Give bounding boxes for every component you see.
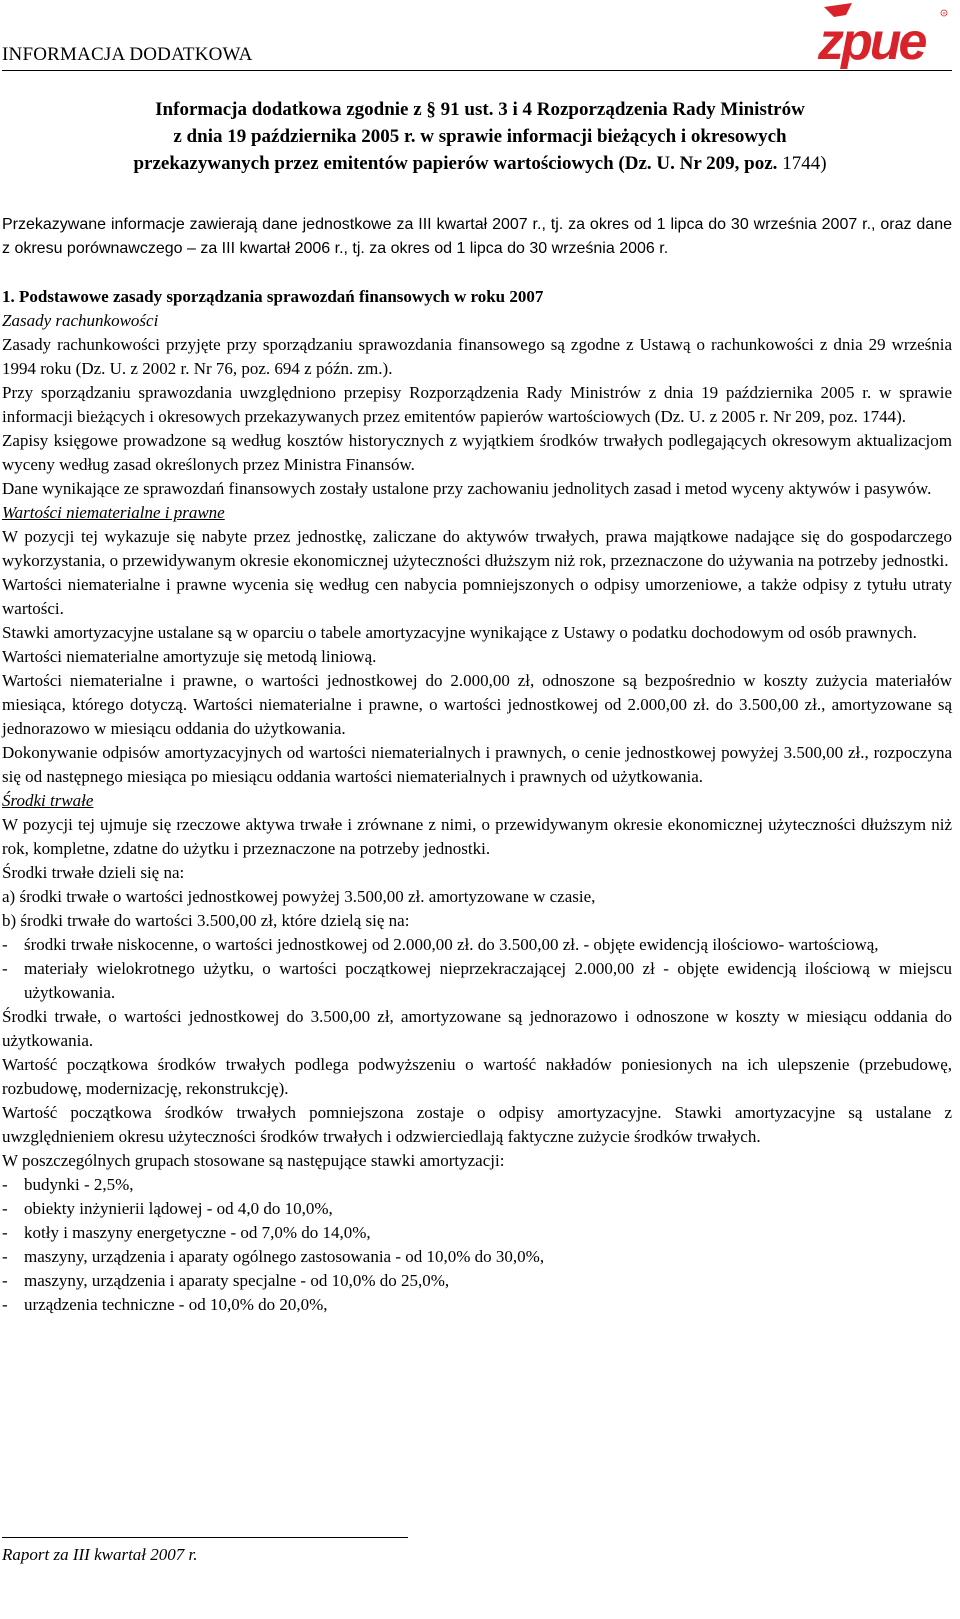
paragraph: Wartości niematerialne i prawne, o wartości jednostkowej do 2.000,00 zł, odnoszone są bezpośrednio w koszty zużycia materiałów miesiąca, którego dotyczą. Wartości niematerialne i prawne, o wartości jednostkowej od 2.000,00 zł. do 3.500,00 zł., amortyzowane są jednorazowo w miesiącu oddania do użytkowania. [2, 671, 952, 738]
list-item: - środki trwałe niskocenne, o wartości jednostkowej od 2.000,00 zł. do 3.500,00 zł. - objęte ewidencją ilościowo- wartościową, [2, 935, 879, 954]
footer-report-label: Raport za III kwartał 2007 r. [2, 1545, 198, 1564]
paragraph: Przy sporządzaniu sprawozdania uwzględniono przepisy Rozporządzenia Rady Ministrów z dnia 19 października 2005 r. w sprawie informacji bieżących i okresowych przekazywanych przez emitentów papierów wartościowych (Dz. U. z 2005 r. Nr 209, poz. 1744). [2, 383, 952, 426]
footer-rule [2, 1537, 408, 1538]
document-body [2, 213, 952, 1317]
paragraph: Dane wynikające ze sprawozdań finansowych zostały ustalone przy zachowaniu jednolitych zasad i metod wyceny aktywów i pasywów. [2, 479, 932, 498]
intangibles-heading: Wartości niematerialne i prawne [2, 503, 225, 522]
header-rule [2, 70, 952, 71]
paragraph: Stawki amortyzacyjne ustalane są w oparciu o tabele amortyzacyjne wynikające z Ustawy o podatku dochodowym od osób prawnych. [2, 623, 917, 642]
list-item: b) środki trwałe do wartości 3.500,00 zł, które dzielą się na: [2, 911, 410, 930]
paragraph: W poszczególnych grupach stosowane są następujące stawki amortyzacji: [2, 1151, 505, 1170]
accounting-principles-heading: Zasady rachunkowości [2, 311, 159, 330]
logo-wordmark: zpue [818, 13, 925, 69]
list-item: - budynki - 2,5%, [2, 1175, 134, 1194]
paragraph: Zasady rachunkowości przyjęte przy sporządzaniu sprawozdania finansowego są zgodne z Ustawą o rachunkowości z dnia 29 września 1994 roku (Dz. U. z 2002 r. Nr 76, poz. 694 z późn. zm.). [2, 335, 952, 378]
intro-paragraph: Przekazywane informacje zawierają dane jednostkowe za III kwartał 2007 r., tj. za okres od 1 lipca do 30 września 2007 r., oraz dane z okresu porównawczego – za III kwartał 2006 r., tj. za okres od 1 lipca do 30 września 2006 r. [2, 216, 952, 257]
paragraph: Wartości niematerialne amortyzuje się metodą liniową. [2, 647, 377, 666]
title-line-3 [0, 150, 960, 177]
fixed-assets-heading: Środki trwałe [2, 791, 94, 810]
paragraph: Zapisy księgowe prowadzone są według kosztów historycznych z wyjątkiem środków trwałych podlegających okresowym aktualizacjom wyceny według zasad określonych przez Ministra Finansów. [2, 431, 952, 474]
paragraph: Środki trwałe, o wartości jednostkowej do 3.500,00 zł, amortyzowane są jednorazowo i odnoszone w koszty w miesiącu oddania do użytkowania. [2, 1007, 952, 1050]
paragraph: Wartość początkowa środków trwałych pomniejszona zostaje o odpisy amortyzacyjne. Stawki amortyzacyjne są ustalane z uwzględnieniem okresu użyteczności środków trwałych i odzwierciedlają faktyczne zużycie środków trwałych. [2, 1103, 952, 1146]
depreciation-rates-list [2, 1173, 952, 1317]
title-line-2: z dnia 19 października 2005 r. w sprawie informacji bieżących i okresowych [173, 126, 787, 147]
paragraph: Wartość początkowa środków trwałych podlega podwyższeniu o wartość nakładów poniesionych na ich ulepszenie (przebudowę, rozbudowę, modernizację, rekonstrukcję). [2, 1055, 952, 1098]
list-item: - urządzenia techniczne - od 10,0% do 20,0%, [2, 1295, 328, 1314]
document-title [0, 96, 960, 177]
paragraph: Wartości niematerialne i prawne wycenia się według cen nabycia pomniejszonych o odpisy umorzeniowe, a także odpisy z tytułu utraty wartości. [2, 575, 952, 618]
title-line-3b: 1744) [782, 153, 827, 174]
list-item: - obiekty inżynierii lądowej - od 4,0 do 10,0%, [2, 1199, 333, 1218]
paragraph: W pozycji tej ujmuje się rzeczowe aktywa trwałe i zrównane z nimi, o przewidywanym okresie ekonomicznej użyteczności dłuższym niż rok, kompletne, zdatne do użytku i przeznaczone na potrzeby jednostki. [2, 815, 952, 858]
paragraph: Środki trwałe dzieli się na: [2, 863, 185, 882]
svg-text:R: R [942, 10, 946, 16]
paragraph: Dokonywanie odpisów amortyzacyjnych od wartości niematerialnych i prawnych, o cenie jednostkowej powyżej 3.500,00 zł., rozpoczyna się od następnego miesiąca po miesiącu oddania wartości niematerialnych i prawnych od użytkowania. [2, 743, 952, 786]
list-item: - materiały wielokrotnego użytku, o wartości początkowej nieprzekraczającej 2.000,00 zł - objęte ewidencją ilościową w miejscu użytkowania. [2, 959, 952, 1002]
zpue-logo [812, 3, 952, 69]
document-header-title: INFORMACJA DODATKOWA [2, 44, 253, 65]
fixed-assets-sublist [2, 933, 952, 1005]
paragraph: W pozycji tej wykazuje się nabyte przez jednostkę, zaliczane do aktywów trwałych, prawa majątkowe nadające się do gospodarczego wykorzystania, o przewidywanym okresie ekonomicznej użyteczności dłuższym niż rok, przeznaczone do używania na potrzeby jednostki. [2, 527, 952, 570]
list-item: - maszyny, urządzenia i aparaty ogólnego zastosowania - od 10,0% do 30,0%, [2, 1247, 545, 1266]
list-item: a) środki trwałe o wartości jednostkowej powyżej 3.500,00 zł. amortyzowane w czasie, [2, 887, 596, 906]
list-item: - maszyny, urządzenia i aparaty specjalne - od 10,0% do 25,0%, [2, 1271, 450, 1290]
title-line-3a: przekazywanych przez emitentów papierów wartościowych (Dz. U. Nr 209, poz. [133, 153, 783, 174]
section-heading: 1. Podstawowe zasady sporządzania sprawozdań finansowych w roku 2007 [2, 287, 544, 306]
list-item: - kotły i maszyny energetyczne - od 7,0% do 14,0%, [2, 1223, 371, 1242]
title-line-1: Informacja dodatkowa zgodnie z § 91 ust. 3 i 4 Rozporządzenia Rady Ministrów [155, 99, 805, 120]
